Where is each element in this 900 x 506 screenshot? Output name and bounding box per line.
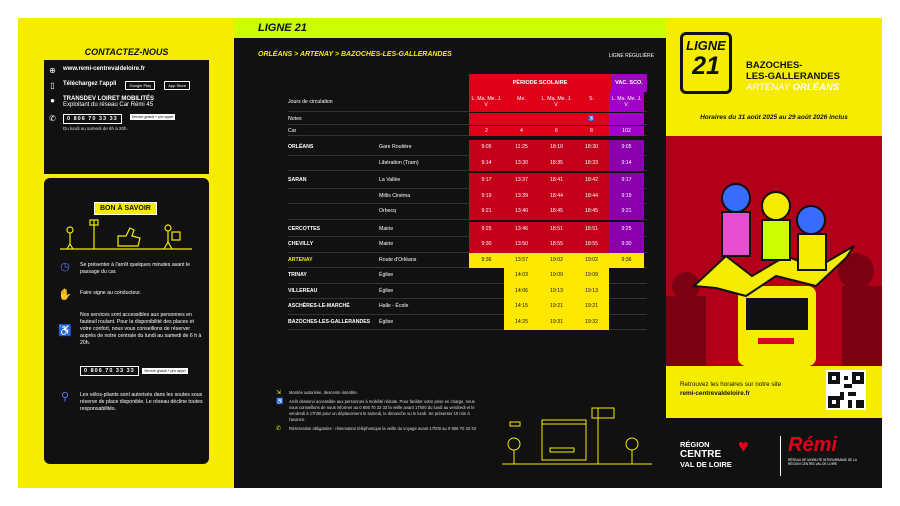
tip-wave xyxy=(58,290,206,300)
departure-time xyxy=(609,315,644,331)
tip-arrive-early xyxy=(58,262,206,276)
location-pin-icon: ● xyxy=(50,96,55,105)
accessible-stop-icon: ♿ xyxy=(276,399,284,405)
tip-accessibility xyxy=(58,312,206,347)
cover-illustration xyxy=(666,136,882,366)
region-logo xyxy=(680,440,732,470)
header-cell: L. Ma. Me. J. V. xyxy=(539,92,574,112)
reservation-phone-tag: Service gratuit + prix appel xyxy=(144,369,186,373)
globe-icon: ⊕ xyxy=(49,66,56,75)
line-label: LIGNE 21 xyxy=(258,22,307,34)
commune-name xyxy=(288,204,378,220)
commune-name xyxy=(288,156,378,172)
departure-time: 19:02 xyxy=(539,253,574,269)
dest-via: ARTENAY xyxy=(746,82,790,93)
header-cell: L. Ma. Me. J. V. xyxy=(469,92,504,112)
bus-stop-illustration-icon xyxy=(502,398,652,468)
legend-item xyxy=(276,426,476,432)
hand-icon: ✋ xyxy=(58,289,72,301)
departure-time: 18:35 xyxy=(539,156,574,172)
departure-time: 18:45 xyxy=(574,204,609,220)
stop-name: Gare Routière xyxy=(379,144,412,150)
departure-time xyxy=(469,315,504,331)
commune-name: ORLÉANS xyxy=(288,144,314,150)
departure-time: 13:37 xyxy=(504,173,539,189)
contact-phone-tag: Service gratuit + prix appel xyxy=(131,115,174,119)
departure-time: 19:21 xyxy=(539,299,574,315)
reservation-icon: ✆ xyxy=(276,426,282,432)
timetable-panel xyxy=(234,18,666,488)
regular-line-label: LIGNE RÉGULIÈRE xyxy=(608,53,654,59)
departure-time: 18:44 xyxy=(539,189,574,205)
stop-name: Route d'Orléans xyxy=(379,256,417,263)
departure-time: 18:55 xyxy=(574,237,609,253)
departure-time: 14:25 xyxy=(504,315,539,331)
region-heart-icon: ♥ xyxy=(738,436,749,456)
departure-time: 9:19 xyxy=(469,189,504,205)
table-row xyxy=(288,299,647,315)
header-cell xyxy=(504,113,539,125)
remi-subtitle: RÉSEAU DE MOBILITÉ INTERURBAINE DE LA RÉGION CENTRE-VAL DE LOIRE xyxy=(788,458,857,466)
departure-time: 19:32 xyxy=(574,315,609,331)
departure-time xyxy=(609,268,644,284)
legend-text: Arrêt desservi accessible aux personnes à mobilité réduite. Pour faciliter votre prise en charge, nous vous conseillons de nous informer au 0 806 70 33 33 la veille avant 17h00 du lundi au vendredi et le vendredi à 17h00 pour un déplacement le samedi, le dimanche ou le lundi. Se présenter 10 min à l'avance. xyxy=(289,399,475,422)
departure-time: 9:21 xyxy=(609,204,644,220)
header-label: Notes xyxy=(288,116,302,122)
timetable-leaflet xyxy=(18,18,882,488)
stop-name: Mairie xyxy=(379,225,394,232)
bicycle-icon: ⚲ xyxy=(60,391,70,403)
departure-time: 13:30 xyxy=(504,156,539,172)
departure-time: 14:03 xyxy=(504,268,539,284)
commune-name: ASCHÈRES-LE-MARCHÉ xyxy=(288,303,350,309)
header-cell: ♿ xyxy=(574,113,609,125)
departure-time: 18:55 xyxy=(539,237,574,253)
website-callout xyxy=(680,380,781,398)
header-cell: 6 xyxy=(539,126,574,136)
header-cell: S. xyxy=(574,92,609,112)
table-row xyxy=(288,173,647,189)
departure-time: 14:15 xyxy=(504,299,539,315)
departure-time: 13:57 xyxy=(504,253,539,269)
logos-bar xyxy=(666,418,882,488)
departure-time: 18:51 xyxy=(539,222,574,238)
departure-time: 9:25 xyxy=(609,222,644,238)
line-header-bar xyxy=(234,18,666,38)
departure-time: 19:09 xyxy=(539,268,574,284)
departure-time: 19:13 xyxy=(574,284,609,300)
people-illustration-icon xyxy=(56,216,196,250)
header-cell: 8 xyxy=(574,126,609,136)
stop-name: Église xyxy=(379,272,394,278)
table-row xyxy=(288,156,647,172)
departure-time xyxy=(469,299,504,315)
operator-sub: Exploitant du réseau Car Rémi 45 xyxy=(63,102,154,108)
departure-time: 18:45 xyxy=(539,204,574,220)
telephone-icon: ✆ xyxy=(49,114,56,123)
badge-ligne: LIGNE xyxy=(686,38,726,53)
departure-time xyxy=(469,268,504,284)
departure-time: 11:25 xyxy=(504,140,539,156)
remi-logo: Rémi xyxy=(788,434,837,456)
departure-time: 9:30 xyxy=(609,237,644,253)
departure-time: 9:14 xyxy=(609,156,644,172)
phone-row xyxy=(44,114,209,124)
header-cell xyxy=(539,113,574,125)
header-cell: 2 xyxy=(469,126,504,136)
qr-code[interactable] xyxy=(826,370,866,410)
departure-time: 9:05 xyxy=(469,140,504,156)
dest-line2: LES-GALLERANDES xyxy=(746,71,840,82)
header-cell: L. Ma. Me. J. V. xyxy=(609,92,644,112)
legend-item xyxy=(276,399,476,423)
timetable-header-row xyxy=(288,92,647,112)
destination-block xyxy=(746,60,840,93)
departure-time: 18:44 xyxy=(574,189,609,205)
contact-box xyxy=(44,44,209,174)
stop-name: Église xyxy=(379,287,394,294)
departure-time: 18:42 xyxy=(574,173,609,189)
departure-time: 9:05 xyxy=(609,140,644,156)
stop-name: Église xyxy=(379,318,394,325)
departure-time: 13:50 xyxy=(504,237,539,253)
contact-hours: Du lundi au samedi de 6h à 20h. xyxy=(63,126,128,131)
departure-time: 9:17 xyxy=(469,173,504,189)
legend-text: Montée autorisée, descente interdite. xyxy=(289,390,358,395)
departure-time: 18:33 xyxy=(574,156,609,172)
region-line3: VAL DE LOIRE xyxy=(680,460,732,469)
departure-time: 18:10 xyxy=(539,140,574,156)
stop-name: Halle - École xyxy=(379,303,409,309)
departure-time: 13:39 xyxy=(504,189,539,205)
qr-code-icon xyxy=(828,372,864,408)
stop-name: Mairie xyxy=(379,241,394,247)
stopwatch-icon: ◷ xyxy=(60,261,70,273)
line-badge xyxy=(680,32,732,94)
table-row xyxy=(288,189,647,205)
departure-time xyxy=(609,284,644,300)
tip-bikes xyxy=(58,392,206,413)
departure-time xyxy=(609,299,644,315)
departure-time: 9:21 xyxy=(469,204,504,220)
header-cell: Me. xyxy=(504,92,539,112)
reservation-phone[interactable]: 0 806 70 33 33 xyxy=(80,366,139,376)
contact-phone[interactable]: 0 806 70 33 33 xyxy=(63,114,122,124)
region-line1: RÉGION xyxy=(680,440,710,449)
timetable-header-row xyxy=(288,113,647,125)
stop-name: La Vallée xyxy=(379,177,401,183)
departure-time: 19:31 xyxy=(539,315,574,331)
wheelchair-icon: ♿ xyxy=(58,325,72,337)
table-row xyxy=(288,284,647,300)
table-row xyxy=(288,315,647,331)
tip-text: Les vélos-pliants sont autorisés dans les soutes sous réserve de place disponible. Le réseau décline toutes responsabilités. xyxy=(80,392,203,412)
website-row[interactable] xyxy=(44,66,209,75)
friends-on-bus-illustration-icon xyxy=(666,136,882,366)
stop-name: Orbecq xyxy=(379,208,397,214)
departure-time: 18:41 xyxy=(539,173,574,189)
timetable-header-row xyxy=(288,126,647,136)
region-line2: CENTRE xyxy=(680,449,722,460)
boarding-only-icon: ⇲ xyxy=(276,390,282,396)
tip-text: Faire signe au conducteur. xyxy=(80,290,142,296)
stop-name: Libération (Tram) xyxy=(379,159,419,166)
departure-time: 9:17 xyxy=(609,173,644,189)
table-row xyxy=(288,237,647,253)
operator-row xyxy=(44,96,209,108)
departure-time: 9:36 xyxy=(469,253,504,269)
departure-time: 18:30 xyxy=(574,140,609,156)
commune-name xyxy=(288,189,378,205)
commune-name: CHEVILLY xyxy=(288,241,314,247)
website-link[interactable]: www.remi-centrevaldeloire.fr xyxy=(63,66,146,72)
header-label: Car xyxy=(288,128,297,134)
vacation-header: VAC. SCO. xyxy=(611,74,647,92)
commune-name: BAZOCHES-LES-GALLERANDES xyxy=(288,318,371,325)
commune-name: ARTENAY xyxy=(288,256,313,263)
retrouvez-text: Retrouvez les horaires sur notre site xyxy=(680,381,782,388)
departure-time: 9:25 xyxy=(469,222,504,238)
app-store-badge[interactable]: App Store xyxy=(164,81,190,90)
departure-time: 9:14 xyxy=(469,156,504,172)
departure-time: 9:36 xyxy=(609,253,644,269)
phone-app-icon: ▯ xyxy=(50,81,55,90)
left-panel xyxy=(18,18,234,488)
header-cell xyxy=(469,113,504,125)
departure-time: 13:40 xyxy=(504,204,539,220)
table-row xyxy=(288,140,647,156)
dest-to: ORLÉANS xyxy=(792,82,840,93)
departure-time: 13:46 xyxy=(504,222,539,238)
departure-time: 14:06 xyxy=(504,284,539,300)
departure-time xyxy=(469,284,504,300)
commune-name: SARAN xyxy=(288,177,307,183)
legend-item xyxy=(276,390,476,396)
bon-a-savoir-title: BON À SAVOIR xyxy=(94,202,157,215)
table-row xyxy=(288,222,647,238)
table-row xyxy=(288,204,647,220)
header-cell: 102 xyxy=(609,126,644,136)
google-play-badge[interactable]: Google Play xyxy=(125,81,155,90)
app-row xyxy=(44,81,209,90)
app-label: Téléchargez l'appli xyxy=(63,81,117,87)
header-cell xyxy=(609,113,644,125)
departure-time: 19:09 xyxy=(574,268,609,284)
dest-line1: BAZOCHES- xyxy=(746,60,803,71)
departure-time: 9:19 xyxy=(609,189,644,205)
cover-panel xyxy=(666,18,882,488)
table-row xyxy=(288,253,647,269)
cover-website[interactable]: remi-centrevaldeloire.fr xyxy=(680,390,750,397)
departure-time: 19:13 xyxy=(539,284,574,300)
departure-time: 19:02 xyxy=(574,253,609,269)
route-title: ORLÉANS > ARTENAY > BAZOCHES-LES-GALLERANDES xyxy=(258,51,452,58)
tip-text: Se présenter à l'arrêt quelques minutes avant le passage du car. xyxy=(80,262,190,275)
school-period-header: PÉRIODE SCOLAIRE xyxy=(469,74,611,92)
table-row xyxy=(288,268,647,284)
commune-name: TRINAY xyxy=(288,272,307,278)
departure-time: 18:51 xyxy=(574,222,609,238)
validity-dates: Horaires du 31 août 2025 au 29 août 2026 inclus xyxy=(700,114,848,121)
departure-time: 9:30 xyxy=(469,237,504,253)
logo-divider xyxy=(780,436,781,476)
stop-name: Mitlis Cinéma xyxy=(379,192,411,199)
legend-text: Réservation obligatoire : réservation téléphonique la veille du voyage avant 17h00 au 0 806 70 33 33 xyxy=(289,426,476,431)
commune-name: CERCOTTES xyxy=(288,225,320,232)
commune-name: VILLEREAU xyxy=(288,287,318,294)
bon-a-savoir-box xyxy=(44,178,209,464)
header-cell: 4 xyxy=(504,126,539,136)
reservation-phone-row xyxy=(80,366,188,376)
operator-name: TRANSDEV LOIRET MOBILITÉS xyxy=(63,96,155,102)
contact-title: CONTACTEZ-NOUS xyxy=(44,44,209,60)
timetable-legend xyxy=(276,390,476,435)
departure-time: 19:21 xyxy=(574,299,609,315)
badge-number: 21 xyxy=(692,52,720,80)
tip-text: Nos services sont accessibles aux personnes en fauteuil roulant. Pour la disponibilité des places et votre confort, nous vous conseillons de réserver auprès de notre centrale du lundi au samedi de 6 h à 20h. xyxy=(80,312,202,346)
header-label: Jours de circulation xyxy=(288,99,333,105)
